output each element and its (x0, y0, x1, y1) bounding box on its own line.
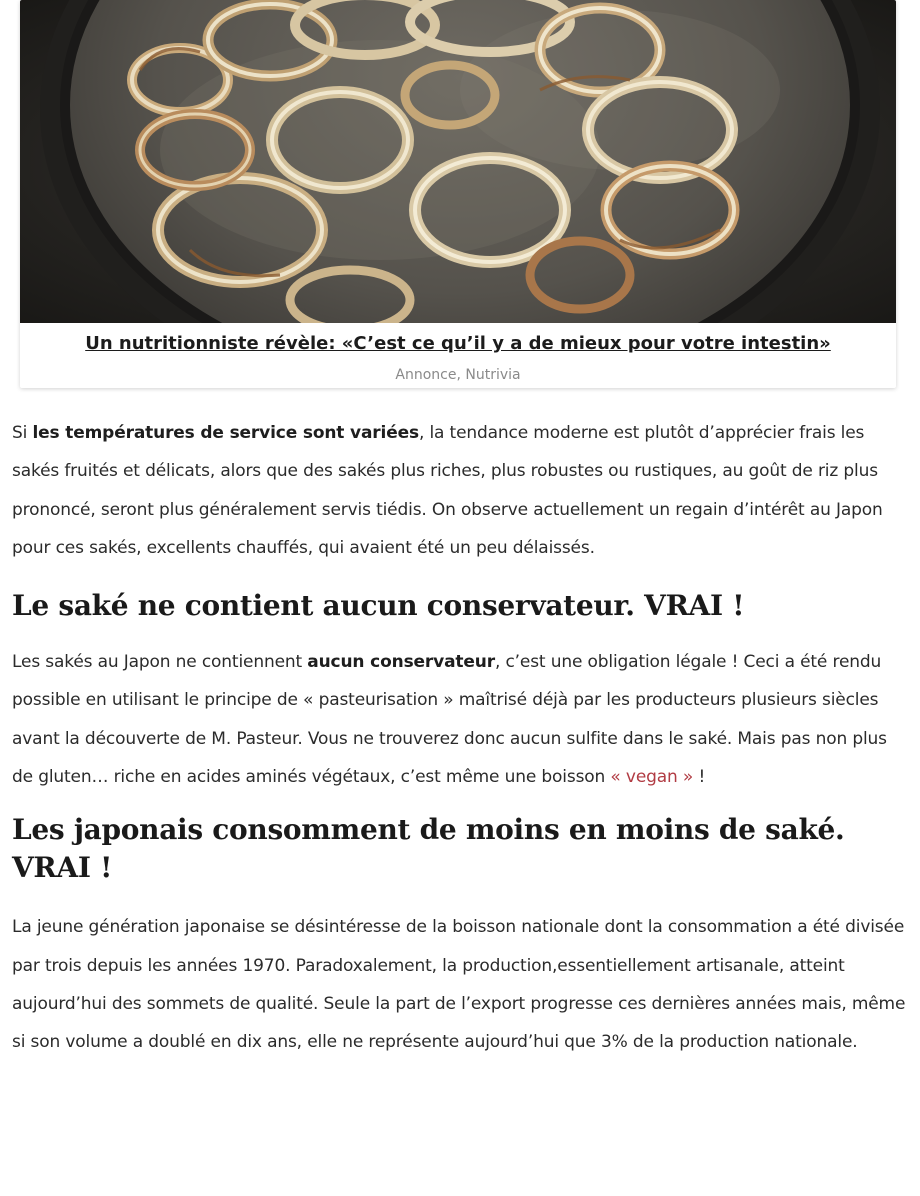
paragraph-serving-temperatures (12, 414, 908, 567)
paragraph-consumption: La jeune génération japonaise se désintéresse de la boisson nationale dont la consommation a été divisée par trois depuis les années 1970. Paradoxalement, la production,essentiellement artisanale, atteint aujourd’hui des sommets de qualité. Seule la part de l’export progresse ces dernières années mais, même si son volume a doublé en dix ans, elle ne représente aujourd’hui que 3% de la production nationale. (12, 917, 906, 1053)
vegan-link[interactable]: « vegan » (610, 767, 694, 788)
bold-text: les températures de service sont variées (32, 423, 419, 443)
ad-sponsor-label: Annonce, Nutrivia (395, 367, 521, 383)
paragraph-text: , c’est une obligation légale ! Ceci a été rendu possible en utilisant le principe de « pasteurisation » maîtrisé déjà par les producteurs plusieurs siècles avant la découverte de M. Pasteur. Vous ne trouverez donc aucun sulfite dans le saké. Mais pas non plus de gluten… riche en acides aminés végétaux, c’est même une boisson (12, 652, 887, 788)
paragraph-preservatives (12, 643, 908, 796)
article-body (12, 414, 908, 1062)
sponsored-ad-card[interactable] (20, 0, 896, 388)
ad-headline-link[interactable]: Un nutritionniste révèle: «C’est ce qu’il y a de mieux pour votre intestin» (85, 333, 831, 354)
ad-image-fried-onion-rings[interactable] (20, 0, 896, 323)
paragraph-text: Si (12, 423, 33, 443)
paragraph-text: ! (693, 767, 706, 788)
section-heading-consumption-decline: Les japonais consomment de moins en moins de saké. VRAI ! (12, 813, 845, 885)
section-heading-no-preservatives: Le saké ne contient aucun conservateur. VRAI ! (12, 589, 745, 623)
paragraph-text: Les sakés au Japon ne contiennent (12, 652, 308, 673)
paragraph-text: , la tendance moderne est plutôt d’apprécier frais les sakés fruités et délicats, alors que des sakés plus riches, plus robustes ou rustiques, au goût de riz plus prononcé, seront plus généralement servis tiédis. On observe actuellement un regain d’intérêt au Japon pour ces sakés, excellents chauffés, qui avaient été un peu délaissés. (12, 423, 883, 558)
bold-text: aucun conservateur (307, 652, 495, 673)
